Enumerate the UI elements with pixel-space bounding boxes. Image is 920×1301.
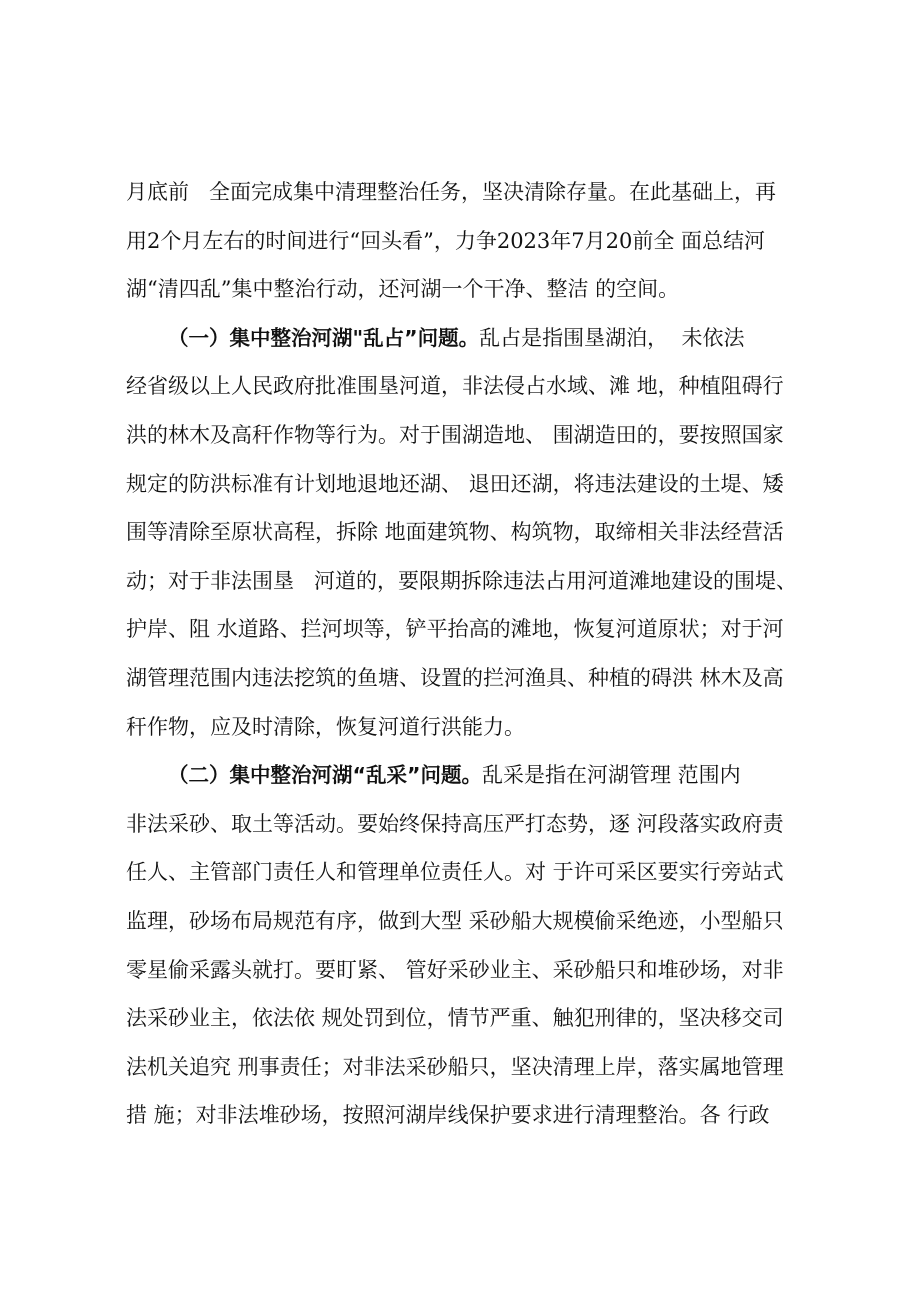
text-line: 洪的林木及高秆作物等行为。对于围湖造地、 围湖造田的，要按照国家 (126, 422, 784, 447)
text-line: 监理，砂场布局规范有序，做到大型 采砂船大规模偷采绝迹，小型船只 (126, 908, 784, 933)
text-run: 乱占是指围垦湖泊， 未依法 (479, 325, 745, 350)
text-line (126, 314, 806, 363)
section-heading: （一）集中整治河湖"乱占”问题。 (168, 325, 480, 350)
text-line: 月底前 全面完成集中清理整治任务，坚决清除存量。在此基础上，再 (126, 180, 777, 204)
text-line: 湖“清四乱”集中整治行动，还河湖一个干净、整洁 的空间。 (126, 277, 680, 302)
text-line: 规定的防洪标准有计划地退地还湖、 退田还湖，将违法建设的土堤、矮 (126, 471, 784, 496)
text-line: 法采砂业主，依法依 规处罚到位，情节严重、触犯刑律的，坚决移交司 (126, 1006, 784, 1031)
section-heading: （二）集中整治河湖“乱采”问题。 (168, 763, 482, 788)
text-line: 零星偷采露头就打。要盯紧、 管好采砂业主、采砂船只和堆砂场，对非 (126, 957, 784, 982)
text-line: 法机关追究 刑事责任；对非法采砂船只，坚决清理上岸，落实属地管理 (126, 1054, 784, 1079)
text-line: 经省级以上人民政府批准围垦河道，非法侵占水域、滩 地，种植阻碍行 (126, 374, 784, 399)
text-line: 护岸、阻 水道路、拦河坝等，铲平抬高的滩地，恢复河道原状；对于河 (126, 617, 784, 642)
paragraph-section-two (126, 751, 806, 1140)
paragraph-continuation (126, 168, 806, 314)
text-line: 湖管理范围内违法挖筑的鱼塘、设置的拦河渔具、种植的碍洪 林木及高 (126, 665, 784, 690)
text-line: 用2个月左右的时间进行“回头看”，力争2023年7月20前全 面总结河 (126, 228, 766, 253)
text-line: 动；对于非法围垦 河道的，要限期拆除违法占用河道滩地建设的围堤、 (126, 568, 798, 593)
text-line: 秆作物，应及时清除，恢复河道行洪能力。 (126, 714, 525, 739)
paragraph-section-one (126, 314, 806, 751)
text-line: 围等清除至原状高程，拆除 地面建筑物、构筑物，取缔相关非法经营活 (126, 520, 784, 545)
document-body (126, 168, 806, 1140)
text-line (126, 751, 806, 800)
text-run: 乱采是指在河湖管理 范围内 (481, 763, 741, 788)
text-line: 措 施；对非法堆砂场，按照河湖岸线保护要求进行清理整治。各 行政 (126, 1103, 770, 1128)
text-line: 非法采砂、取土等活动。要始终保持高压严打态势，逐 河段落实政府责 (126, 811, 784, 836)
text-line: 任人、主管部门责任人和管理单位责任人。对 于许可采区要实行旁站式 (126, 860, 784, 885)
